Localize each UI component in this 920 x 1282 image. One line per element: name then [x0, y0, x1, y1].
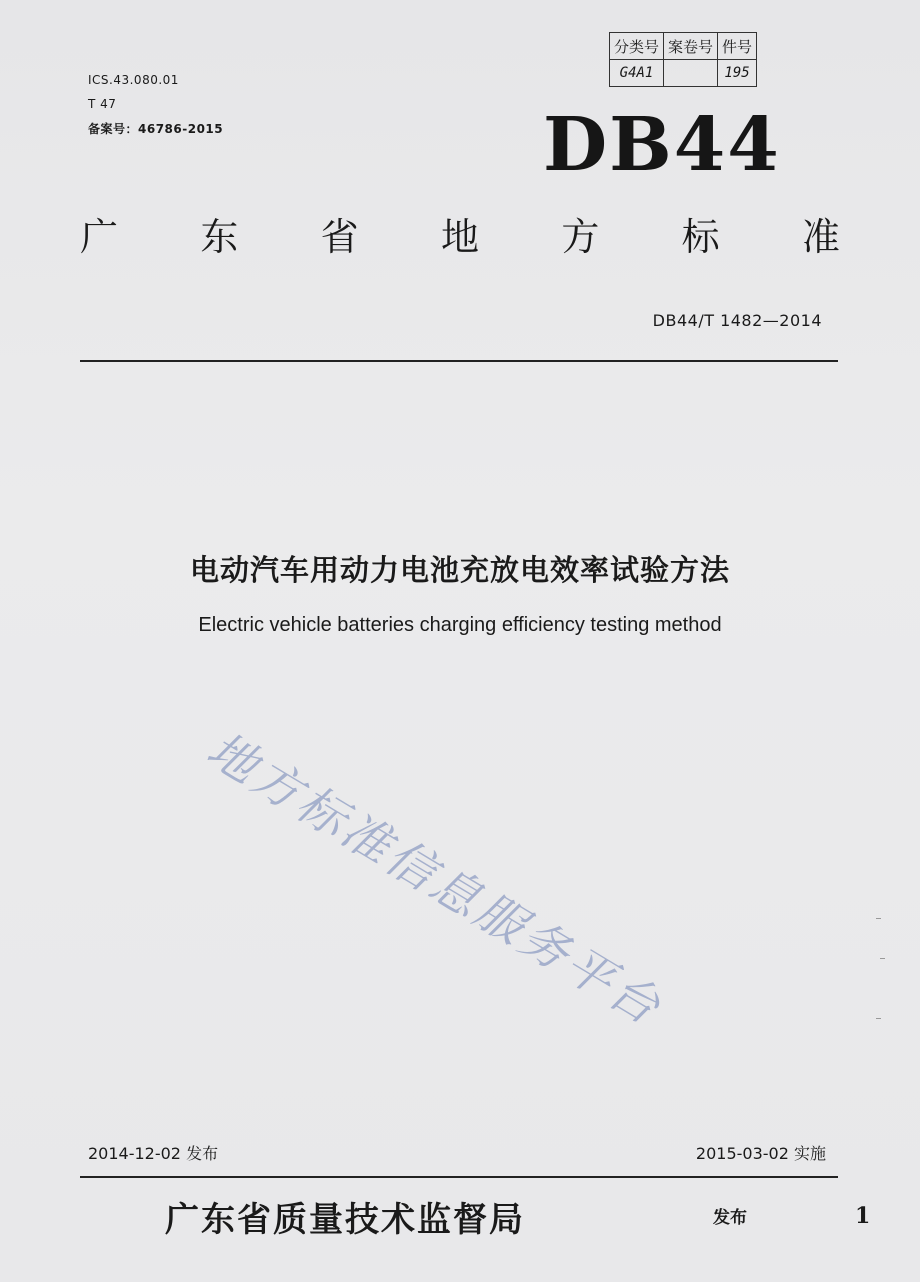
scan-speck [880, 958, 885, 959]
scan-speck [876, 1018, 881, 1019]
stamp-header-item: 件号 [718, 33, 757, 60]
stamp-header-category: 分类号 [610, 33, 664, 60]
classification-code: T 47 [88, 97, 117, 111]
standard-type-char: 东 [200, 215, 239, 259]
issue-date: 2014-12-02 发布 [88, 1144, 219, 1163]
standard-type-heading [80, 215, 840, 259]
stamp-header-file: 案卷号 [664, 33, 718, 60]
standard-type-char: 方 [561, 215, 600, 259]
watermark-text: 地方标准信息服务平台 [197, 721, 673, 1038]
standard-type-char: 地 [440, 215, 479, 259]
standard-type-char: 标 [681, 215, 720, 259]
archive-stamp-table [609, 32, 757, 87]
document-title-chinese: 电动汽车用动力电池充放电效率试验方法 [189, 553, 730, 587]
stamp-value-item: 195 [718, 60, 757, 87]
db44-logo: DB44 [543, 102, 781, 188]
record-number: 备案号：46786-2015 [88, 122, 224, 136]
standard-type-char: 准 [801, 215, 840, 259]
bottom-divider [80, 1176, 838, 1178]
issuer-suffix: 发布 [713, 1208, 747, 1228]
standard-number: DB44/T 1482—2014 [652, 311, 822, 330]
document-title-english: Electric vehicle batteries charging efficiency testing method [198, 614, 722, 636]
scan-speck [876, 918, 881, 919]
stamp-header-row [610, 33, 757, 60]
stamp-value-row [610, 60, 757, 87]
standard-type-char: 省 [320, 215, 359, 259]
top-divider [80, 360, 838, 362]
implementation-date: 2015-03-02 实施 [695, 1144, 826, 1163]
issuing-authority: 广东省质量技术监督局 [165, 1200, 525, 1240]
ics-code: ICS.43.080.01 [88, 73, 179, 87]
stamp-value-category: G4A1 [610, 60, 664, 87]
standard-type-char: 广 [80, 215, 119, 259]
page-number: 1 [855, 1203, 871, 1229]
stamp-value-file [664, 60, 718, 87]
